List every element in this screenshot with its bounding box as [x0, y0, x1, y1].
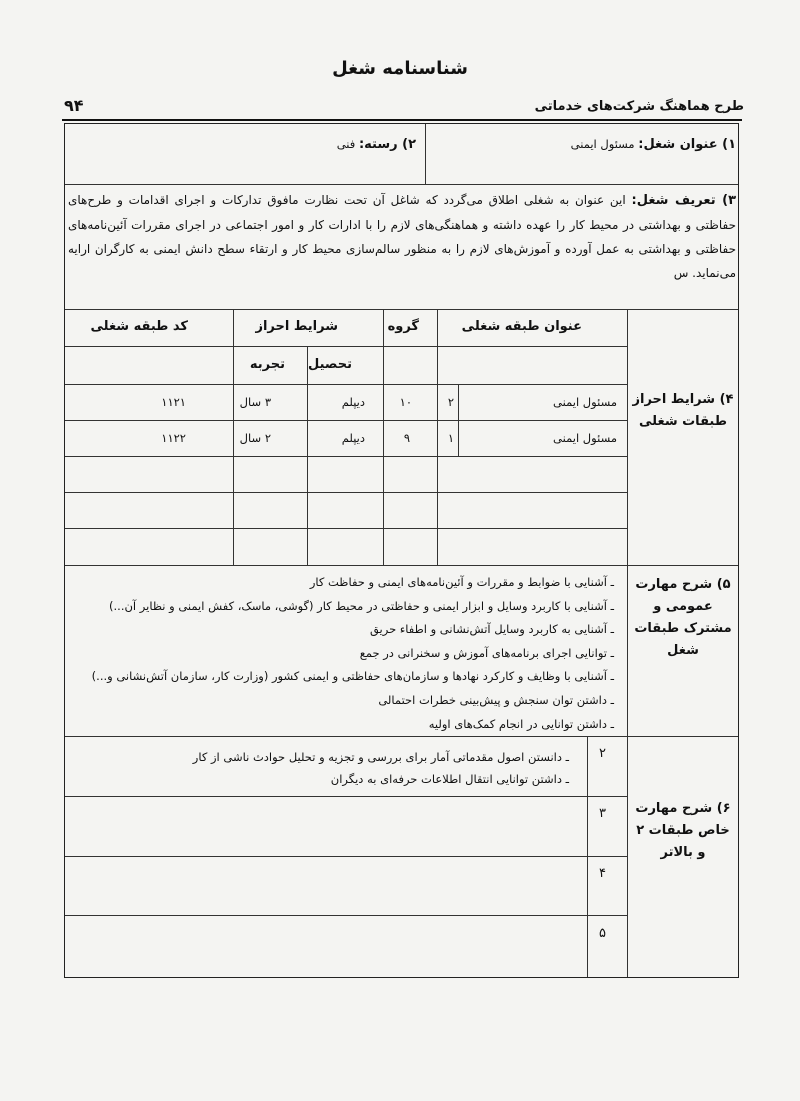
- divider: [65, 565, 738, 566]
- list-item: ـ داشتن توان سنجش و پیش‌بینی خطرات احتمالی: [378, 692, 614, 707]
- job-title-field: [571, 137, 736, 152]
- document-series-title: طرح هماهنگ شرکت‌های خدماتی: [534, 99, 744, 114]
- divider: [627, 737, 628, 977]
- row-code: ۱۱۲۱: [161, 395, 186, 409]
- list-item: ـ دانستن اصول مقدماتی آمار برای بررسی و تجزیه و تحلیل حوادث ناشی از کار: [192, 750, 569, 764]
- divider: [587, 737, 588, 977]
- row-level: ۲: [447, 395, 454, 409]
- divider: [65, 796, 627, 797]
- page-number: ۹۴: [64, 96, 84, 115]
- list-item: ـ آشنایی به کاربرد وسایل آتش‌نشانی و اطفاء حریق: [369, 622, 614, 637]
- job-definition-label: ۳) تعریف شغل:: [631, 193, 736, 208]
- divider: [65, 528, 627, 529]
- column-header-title: عنوان طبقه شغلی: [461, 319, 582, 334]
- list-item: ـ داشتن توانایی انتقال اطلاعات حرفه‌ای به دیگران: [330, 772, 569, 786]
- general-skills-section-label: ۵) شرح مهارت عمومی و مشترک طبقات شغل: [634, 577, 732, 658]
- divider: [65, 384, 627, 385]
- qualifications-section-label: ۴) شرایط احراز طبقات شغلی: [632, 392, 734, 429]
- level-number: ۲: [599, 746, 606, 761]
- divider: [383, 310, 384, 565]
- row-experience: ۳ سال: [239, 395, 271, 409]
- row-education: دیپلم: [341, 431, 365, 445]
- divider: [65, 456, 627, 457]
- row-education: دیپلم: [341, 395, 365, 409]
- divider: [627, 566, 628, 736]
- list-item: ـ آشنایی با ضوابط و مقررات و آئین‌نامه‌های ایمنی و حفاظت کار: [309, 575, 614, 589]
- divider: [65, 492, 627, 493]
- divider: [65, 184, 738, 185]
- specific-skills-list: [193, 746, 569, 790]
- list-item: ـ آشنایی با کاربرد وسایل و ابزار ایمنی و حفاظتی در محیط کار (گوشی، ماسک، کفش ایمنی و نظایر آن...): [109, 598, 614, 613]
- level-number: ۴: [599, 866, 606, 881]
- header-rule: [62, 119, 742, 121]
- divider: [437, 310, 438, 565]
- divider: [65, 856, 627, 857]
- row-group: ۱۰: [399, 395, 412, 409]
- job-definition: [68, 188, 736, 285]
- row-level: ۱: [447, 431, 454, 445]
- row-title: مسئول ایمنی: [553, 395, 617, 409]
- divider: [627, 310, 628, 565]
- job-title-value: مسئول ایمنی: [570, 137, 635, 151]
- specific-skills-section-label: ۶) شرح مهارت خاص طبقات ۲ و بالاتر: [635, 801, 731, 860]
- divider: [65, 309, 738, 310]
- job-category-value: فنی: [336, 137, 356, 151]
- row-code: ۱۱۲۲: [161, 431, 186, 445]
- divider: [65, 915, 627, 916]
- job-category-field: [337, 137, 416, 152]
- column-header-group: گروه: [387, 319, 419, 334]
- column-header-experience: تجربه: [249, 357, 285, 372]
- level-number: ۳: [599, 806, 606, 821]
- divider: [65, 346, 627, 347]
- column-header-conditions: شرایط احراز: [255, 319, 338, 334]
- job-title-label: ۱) عنوان شغل:: [638, 137, 736, 152]
- row-experience: ۲ سال: [239, 431, 271, 445]
- divider: [233, 310, 234, 565]
- page-title: شناسنامه شغل: [332, 58, 468, 79]
- general-skills-list: [92, 571, 614, 736]
- row-group: ۹: [403, 431, 410, 445]
- job-definition-text: این عنوان به شغلی اطلاق می‌گردد که شاغل آن تحت نظارت مافوق تدارکات و اجرای اقدامات و طرح‌های حفاظتی و بهداشتی در محیط کار را عهده داشته و هماهنگی‌های لازم را با ادارات کار و امور اجتماعی در اجرای مقررات آئین‌نامه‌های حفاظتی و بهداشتی به عمل آورده و آموزش‌های لازم را به منظور سالم‌سازی محیط کار و ارتقاء سطح دانش ایمنی به کارگران ارایه می‌نماید. س: [68, 193, 736, 280]
- list-item: ـ آشنایی با وظایف و کارکرد نهادها و سازمان‌های حفاظتی و ایمنی کشور (وزارت کار، سازمان آتش‌نشانی و...): [91, 669, 614, 684]
- divider: [65, 420, 627, 421]
- row-title: مسئول ایمنی: [553, 431, 617, 445]
- divider: [425, 124, 426, 184]
- divider: [65, 736, 738, 737]
- list-item: ـ داشتن توانایی در انجام کمک‌های اولیه: [428, 716, 614, 731]
- column-header-education: تحصیل: [308, 357, 352, 372]
- column-header-code: کد طبقه شغلی: [90, 319, 188, 334]
- level-number: ۵: [599, 926, 606, 941]
- job-category-label: ۲) رسته:: [358, 137, 416, 152]
- list-item: ـ توانایی اجرای برنامه‌های آموزش و سخنرانی در جمع: [359, 645, 614, 660]
